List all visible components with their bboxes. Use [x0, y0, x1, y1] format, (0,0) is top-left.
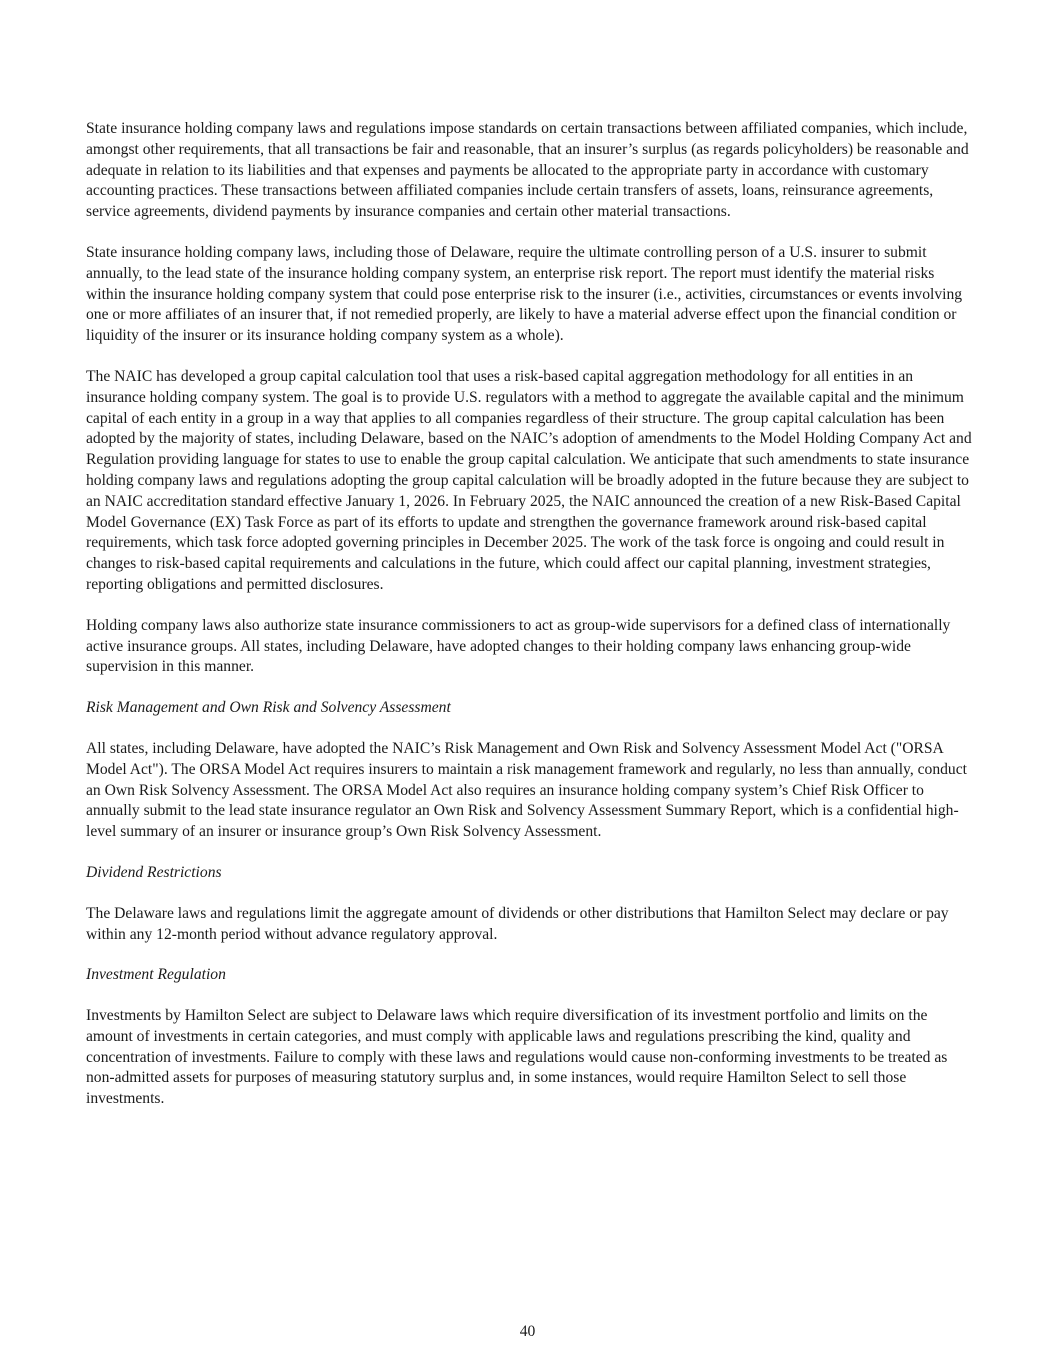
section-heading-dividend-restrictions: Dividend Restrictions	[86, 863, 222, 881]
document-body	[86, 119, 972, 1130]
section-heading-investment-regulation: Investment Regulation	[86, 966, 226, 984]
paragraph-enterprise-risk-report: State insurance holding company laws, including those of Delaware, require the ultimate controlling person of a U.S. insurer to submit annually, to the lead state of the insurance holding company system, an enterprise risk report. The report must identify the material risks within the insurance holding company system that could pose enterprise risk to the insurer (i.e., activities, circumstances or events involving one or more affiliates of an insurer that, if not remedied properly, are likely to have a material adverse effect upon the financial condition or liquidity of the insurer or its insurance holding company system as a whole).	[86, 243, 963, 345]
section-heading-risk-management: Risk Management and Own Risk and Solvency Assessment	[86, 699, 451, 717]
paragraph-group-wide-supervision: Holding company laws also authorize state insurance commissioners to act as group-wide supervisors for a defined class of internationally active insurance groups. All states, including Delaware, have adopted changes to their holding company laws enhancing group-wide supervision in this manner.	[86, 616, 951, 676]
paragraph-dividend-limits: The Delaware laws and regulations limit the aggregate amount of dividends or other distributions that Hamilton Select may declare or pay within any 12-month period without advance regulatory approval.	[86, 904, 949, 943]
paragraph-orsa-model-act: All states, including Delaware, have adopted the NAIC’s Risk Management and Own Risk and Solvency Assessment Model Act ("ORSA Model Act"). The ORSA Model Act requires insurers to maintain a risk management framework and regularly, no less than annually, conduct an Own Risk Solvency Assessment. The ORSA Model Act also requires an insurance holding company system’s Chief Risk Officer to annually submit to the lead state insurance regulator an Own Risk and Solvency Assessment Summary Report, which is a confidential high-level summary of an insurer or insurance group’s Own Risk Solvency Assessment.	[86, 739, 967, 841]
paragraph-group-capital-calculation: The NAIC has developed a group capital calculation tool that uses a risk-based capital aggregation methodology for all entities in an insurance holding company system. The goal is to provide U.S. regulators with a method to aggregate the available capital and the minimum capital of each entity in a group in a way that applies to all companies regardless of their structure. The group capital calculation has been adopted by the majority of states, including Delaware, based on the NAIC’s adoption of amendments to the Model Holding Company Act and Regulation providing language for states to use to enable the group capital calculation. We anticipate that such amendments to state insurance holding company laws and regulations adopting the group capital calculation will be broadly adopted in the future because they are subject to an NAIC accreditation standard effective January 1, 2026. In February 2025, the NAIC announced the creation of a new Risk-Based Capital Model Governance (EX) Task Force as part of its efforts to update and strengthen the governance framework around risk-based capital requirements, which task force adopted governing principles in December 2025. The work of the task force is ongoing and could result in changes to risk-based capital requirements and calculations in the future, which could affect our capital planning, investment strategies, reporting obligations and permitted disclosures.	[86, 367, 972, 593]
paragraph-affiliate-transactions: State insurance holding company laws and regulations impose standards on certain transactions between affiliated companies, which include, amongst other requirements, that all transactions be fair and reasonable, that an insurer’s surplus (as regards policyholders) be reasonable and adequate in relation to its liabilities and that expenses and payments be allocated to the appropriate party in accordance with customary accounting practices. These transactions between affiliated companies include certain transfers of assets, loans, reinsurance agreements, service agreements, dividend payments by insurance companies and certain other material transactions.	[86, 120, 969, 221]
paragraph-investment-limits: Investments by Hamilton Select are subject to Delaware laws which require diversification of its investment portfolio and limits on the amount of investments in certain categories, and must comply with applicable laws and regulations prescribing the kind, quality and concentration of investments. Failure to comply with these laws and regulations would cause non-conforming investments to be treated as non-admitted assets for purposes of measuring statutory surplus and, in some instances, would require Hamilton Select to sell those investments.	[86, 1007, 948, 1108]
page-number: 40	[519, 1323, 536, 1340]
